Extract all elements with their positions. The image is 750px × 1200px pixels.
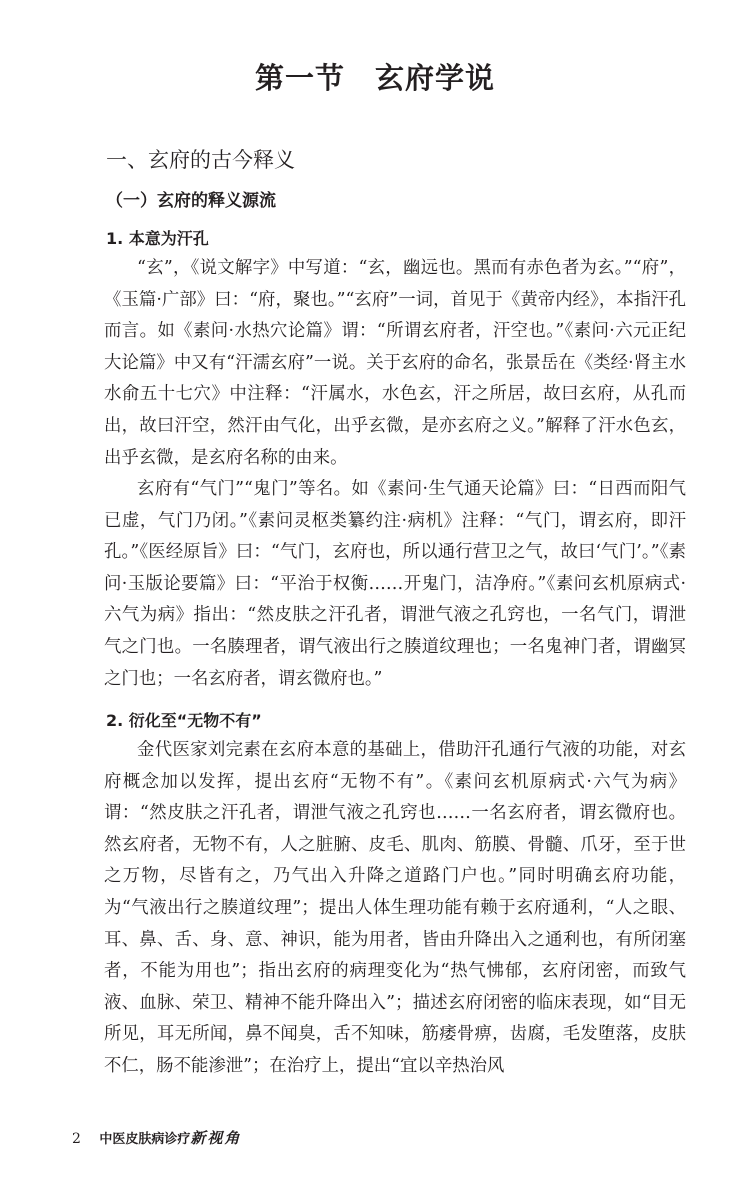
page-number: 2 <box>72 1131 81 1147</box>
heading-level-3-derivation: 2. 衍化至“无物不有” <box>106 711 262 730</box>
heading-level-1: 一、玄府的古今释义 <box>106 148 295 172</box>
book-title-stylized: 新视角 <box>190 1129 242 1147</box>
paragraph-2: 玄府有“气门”“鬼门”等名。如《素问·生气通天论篇》曰：“日西而阳气已虚，气门乃闭。”《素问灵枢类纂约注·病机》注释：“气门，谓玄府，即汗孔。”《医经原旨》曰：“气门，玄府也，所以通行营卫之气，故曰‘气门’。”《素问·玉版论要篇》曰：“平治于权衡……开鬼门，洁净府。”《素问玄机原病式·六气为病》指出：“然皮肤之汗孔者，谓泄气液之孔窍也，一名气门，谓泄气之门也。一名腠理者，谓气液出行之腠道纹理也；一名鬼神门者，谓幽冥之门也；一名玄府者，谓玄微府也。” <box>104 479 686 689</box>
book-title: 中医皮肤病诊疗 <box>99 1132 191 1147</box>
page-footer <box>72 1127 241 1148</box>
paragraph-3: 金代医家刘完素在玄府本意的基础上，借助汗孔通行气液的功能，对玄府概念加以发挥，提出玄府“无物不有”。《素问玄机原病式·六气为病》谓：“然皮肤之汗孔者，谓泄气液之孔窍也……一名玄府者，谓玄微府也。然玄府者，无物不有，人之脏腑、皮毛、肌肉、筋膜、骨髓、爪牙，至于世之万物，尽皆有之，乃气出入升降之道路门户也。”同时明确玄府功能，为“气液出行之腠道纹理”；提出人体生理功能有赖于玄府通利，“人之眼、耳、鼻、舌、身、意、神识，能为用者，皆由升降出入之通利也，有所闭塞者，不能为用也”；指出玄府的病理变化为“热气怫郁，玄府闭密，而致气液、血脉、荣卫、精神不能升降出入”；描述玄府闭密的临床表现，如“目无所见，耳无所闻，鼻不闻臭，舌不知味，筋痿骨痹，齿腐，毛发堕落，皮肤不仁，肠不能渗泄”；在治疗上，提出“宜以辛热治风 <box>104 740 686 1076</box>
paragraph-1: “玄”，《说文解字》中写道：“玄，幽远也。黑而有赤色者为玄。”“府”，《玉篇·广部》曰：“府，聚也。”“玄府”一词，首见于《黄帝内经》，本指汗孔而言。如《素问·水热穴论篇》谓：“所谓玄府者，汗空也。”《素问·六元正纪大论篇》中又有“汗濡玄府”一说。关于玄府的命名，张景岳在《类经·肾主水水俞五十七穴》中注释：“汗属水，水色玄，汗之所居，故曰玄府，从孔而出，故曰汗空，然汗由气化，出乎玄微，是亦玄府之义。”解释了汗水色玄，出乎玄微，是玄府名称的由来。 <box>104 258 686 468</box>
section-title: 第一节 玄府学说 <box>254 61 495 95</box>
heading-level-2: （一）玄府的释义源流 <box>106 191 276 211</box>
heading-level-3-original-meaning: 1. 本意为汗孔 <box>106 229 209 248</box>
